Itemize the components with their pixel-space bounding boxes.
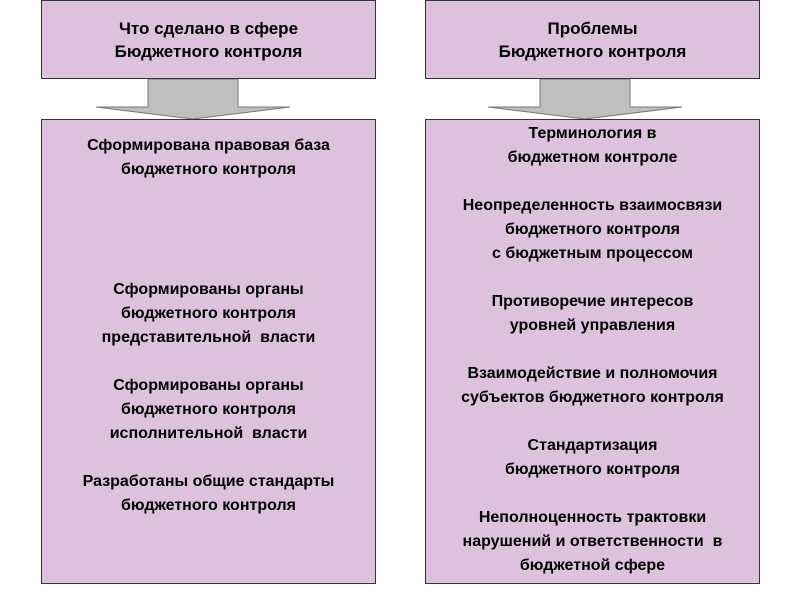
problem-line: Терминология в (528, 125, 657, 142)
achievements-box (41, 119, 376, 584)
problem-item-standardization (505, 434, 680, 482)
problem-line: бюджетном контроле (507, 149, 678, 166)
left-header-line-2: Бюджетного контроля (114, 41, 303, 61)
problem-line: Взаимодействие и полномочия (467, 365, 718, 382)
achievement-line: Сформированы органы (113, 377, 304, 394)
problem-item-terminology (508, 122, 678, 170)
problem-line: Неопределенность взаимосвязи (462, 197, 723, 214)
problem-line: бюджетного контроля (505, 221, 680, 238)
problem-item-interests (492, 290, 694, 338)
right-header-line-2: Бюджетного контроля (498, 41, 687, 61)
left-header-line-1: Что сделано в сфере (118, 18, 299, 38)
achievement-line: Сформированы органы (113, 281, 304, 298)
left-down-arrow-icon (96, 79, 290, 119)
problem-line: Противоречие интересов (491, 293, 694, 310)
achievement-item-representative-bodies (102, 278, 316, 350)
achievement-line: бюджетного контроля (121, 161, 296, 178)
achievement-line: исполнительной власти (109, 425, 308, 442)
problem-item-uncertainty (463, 194, 723, 266)
achievement-line: бюджетного контроля (121, 305, 296, 322)
problem-line: бюджетной сфере (519, 557, 666, 574)
right-down-arrow-icon (488, 79, 682, 119)
right-header-line-1: Проблемы (547, 18, 638, 38)
achievement-item-executive-bodies (110, 374, 308, 446)
problem-line: нарушений и ответственности в (462, 533, 723, 550)
problem-line: уровней управления (509, 317, 676, 334)
problems-box (425, 119, 760, 584)
left-header-box (41, 0, 376, 79)
achievement-item-standards (83, 470, 335, 518)
problem-line: бюджетного контроля (505, 461, 680, 478)
achievement-line: Разработаны общие стандарты (82, 473, 335, 490)
achievement-line: представительной власти (101, 329, 316, 346)
achievement-item-legal-base (87, 134, 330, 182)
problem-line: субъектов бюджетного контроля (461, 389, 724, 406)
achievement-line: бюджетного контроля (121, 401, 296, 418)
problem-line: с бюджетным процессом (491, 245, 694, 262)
problem-item-violations (463, 506, 723, 578)
problem-line: Неполноценность трактовки (478, 509, 707, 526)
achievement-line: бюджетного контроля (121, 497, 296, 514)
problem-line: Стандартизация (527, 437, 658, 454)
achievement-line: Сформирована правовая база (87, 137, 330, 154)
right-header-box (425, 0, 760, 79)
problem-item-powers (461, 362, 724, 410)
